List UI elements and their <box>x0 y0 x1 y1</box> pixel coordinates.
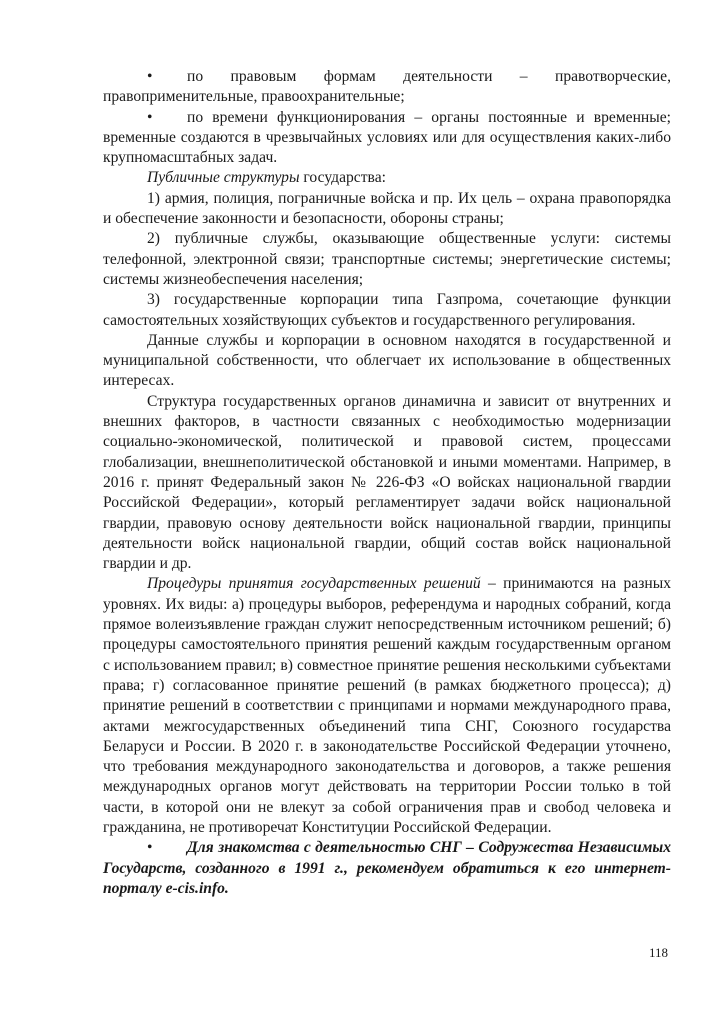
bullet-dot: • <box>147 108 153 126</box>
paragraph-text: – принимаются на разных уровнях. Их виды: а) процедуры выборов, референдума и народных собраний, когда прямое волеизъявление граждан служит непосредственным источником решений; б) процедуры самостоятельного принятия решений каждым государственным органом с использованием правил; в) совместное принятие решения несколькими субъектами права; г) согласованное принятие решений (в рамках бюджетного процесса); д) принятие решений в соответствии с принципами и нормами международного права, актами межгосударственных объединений типа СНГ, Союзного государства Беларуси и России. В 2020 г. в законодательстве Российской Федерации уточнено, что требования международного законодательства и договоров, а также решения международных органов могут действовать на территории России только в той части, в которой они не влекут за собой ограничения прав и свобод человека и гражданина, не противоречат Конституции Российской Федерации. <box>103 575 672 836</box>
paragraph <box>103 168 671 188</box>
paragraph-text: по правовым формам деятельности – правотворческие, правоприменительные, правоохранительные; <box>103 68 671 106</box>
bullet-dot: • <box>147 839 153 857</box>
italic-term: Процедуры принятия государственных решений <box>147 575 481 593</box>
paragraph: 2) публичные службы, оказывающие общественные услуги: системы телефонной, электронной связи; транспортные системы; энергетические системы; системы жизнеобеспечения населения; <box>103 230 671 288</box>
paragraph: Данные службы и корпорации в основном находятся в государственной и муниципальной собственности, что облегчает их использование в общественных интересах. <box>103 331 671 390</box>
paragraph-text: Для знакомства с деятельностью СНГ – Содружества Независимых Государств, созданного в 1991 г., рекомендуем обратиться к его интернет-порталу e-cis.info. <box>103 839 671 897</box>
paragraph <box>103 574 671 838</box>
bullet-dot: • <box>147 68 153 85</box>
bullet-item-note <box>103 838 671 899</box>
page-number: 118 <box>648 945 668 960</box>
paragraph-text: государства: <box>299 169 386 187</box>
paragraph-text: по времени функционирования – органы постоянные и временные; временные создаются в чрезвычайных условиях или для осуществления каких-либо крупномасштабных задач. <box>103 108 671 167</box>
bullet-item <box>103 67 671 108</box>
paragraph: 3) государственные корпорации типа Газпрома, сочетающие функции самостоятельных хозяйствующих субъектов и государственного регулирования. <box>103 291 671 329</box>
paragraph: Структура государственных органов динамична и зависит от внутренних и внешних факторов, в частности связанных с необходимостью модернизации социально-экономической, политической и правовой систем, процессами глобализации, внешнеполитической обстановкой и иными моментами. Например, в 2016 г. принят Федеральный закон № 226-ФЗ «О войсках национальной гвардии Российской Федерации», который регламентирует задачи войск национальной гвардии, правовую основу деятельности войск национальной гвардии, принципы деятельности войск национальной гвардии, общий состав войск национальной гвардии и др. <box>103 392 671 573</box>
document-body <box>103 67 671 899</box>
italic-term: Публичные структуры <box>147 169 300 187</box>
bullet-item <box>103 108 671 169</box>
paragraph: 1) армия, полиция, пограничные войска и пр. Их цель – охрана правопорядка и обеспечение законности и безопасности, обороны страны; <box>103 189 671 228</box>
